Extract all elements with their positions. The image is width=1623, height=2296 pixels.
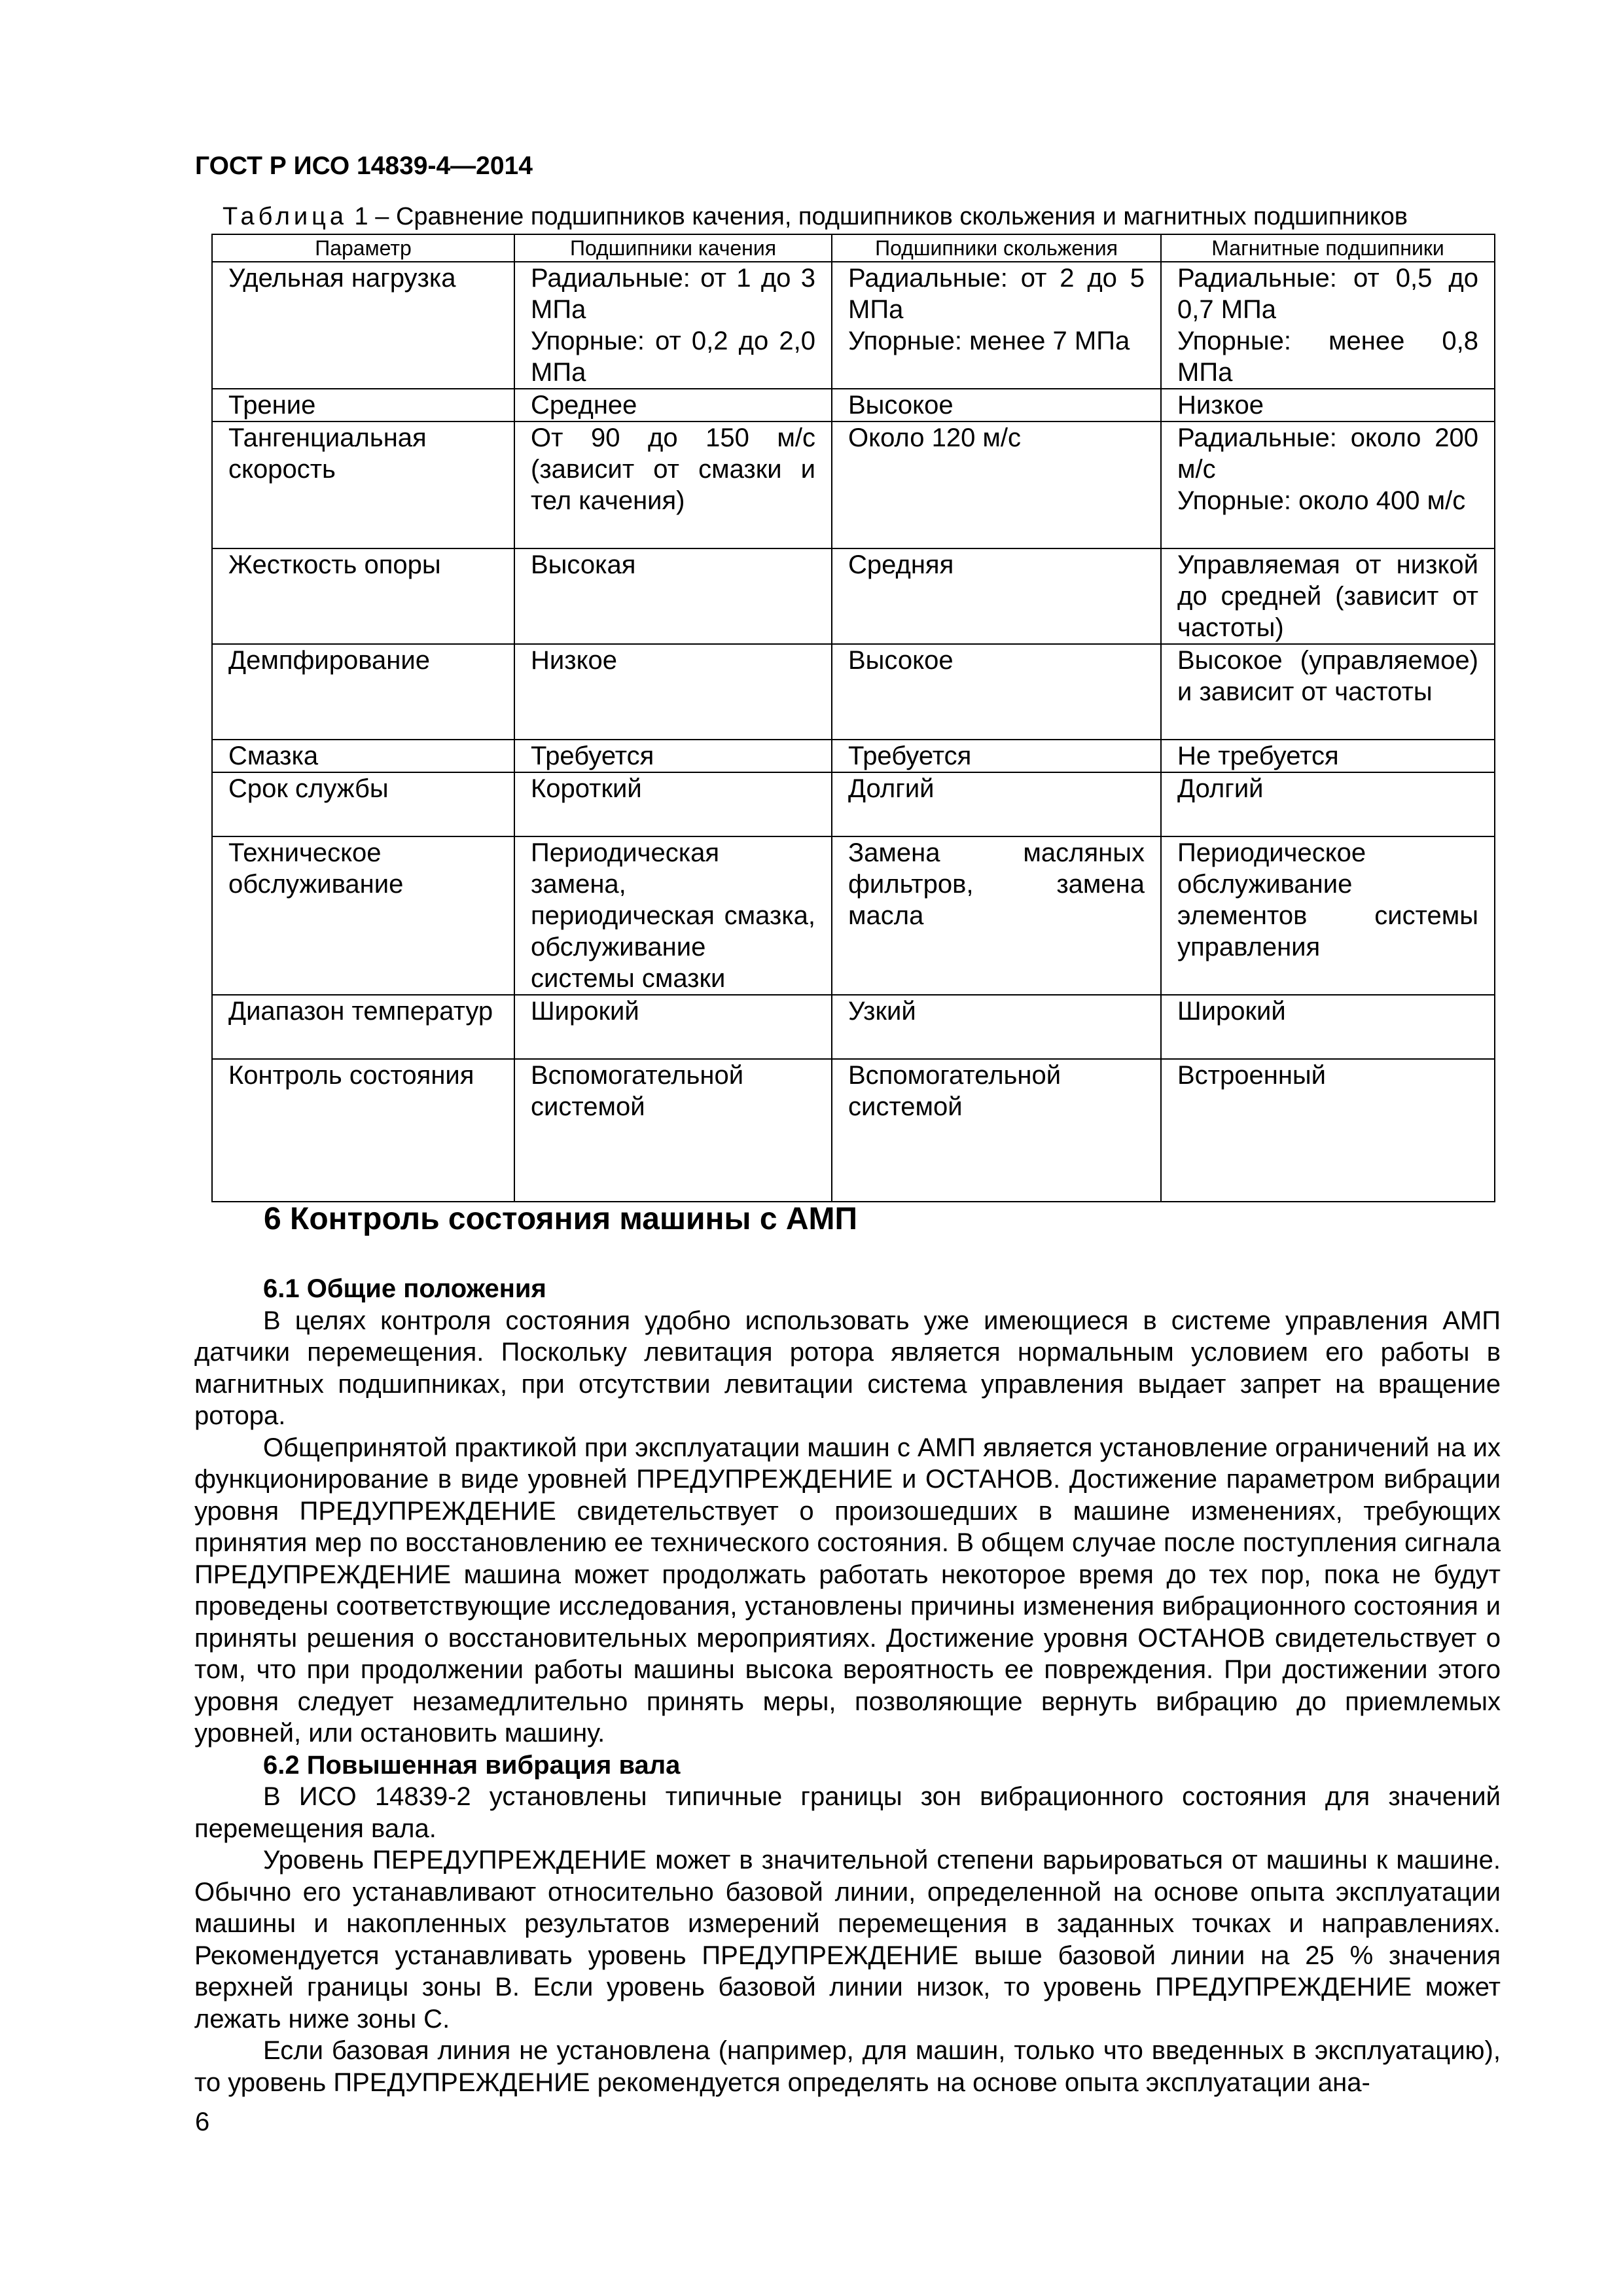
table-row: [212, 740, 1495, 772]
document-code-header: ГОСТ Р ИСО 14839-4—2014: [195, 152, 533, 180]
param-cell: Жесткость опоры: [212, 548, 514, 644]
rolling-cell: Короткий: [514, 772, 832, 836]
paragraph: В ИСО 14839-2 установлены типичные границы зон вибрационного состояния для значений перемещения вала.: [194, 1782, 1501, 1843]
sliding-cell: Узкий: [832, 995, 1161, 1059]
rolling-cell: От 90 до 150 м/с (зависит от смазки и тел качения): [514, 422, 832, 548]
sliding-cell: Высокое: [832, 389, 1161, 422]
rolling-cell: Среднее: [514, 389, 832, 422]
param-cell: Смазка: [212, 740, 514, 772]
magnetic-cell: [1161, 422, 1495, 548]
table-row: [212, 1059, 1495, 1202]
paragraph: Уровень ПЕРЕДУПРЕЖДЕНИЕ может в значительной степени варьироваться от машины к машине. Обычно его устанавливают относительно базовой линии, определенной на основе опыта эксплуатации машины и накопленных результатов измерений перемещения в заданных точках и направлениях. Рекомендуется устанавливать уровень ПРЕДУПРЕЖДЕНИЕ выше базовой линии на 25 % значения верхней границы зоны В. Если уровень базовой линии низок, то уровень ПРЕДУПРЕЖДЕНИЕ может лежать ниже зоны С.: [194, 1846, 1501, 2034]
table-row: [212, 262, 1495, 389]
param-cell: Диапазон температур: [212, 995, 514, 1059]
table-caption: [223, 203, 1408, 231]
cell-line: Упорные: около 400 м/с: [1177, 486, 1466, 515]
magnetic-cell: Низкое: [1161, 389, 1495, 422]
table-row: [212, 836, 1495, 995]
magnetic-cell: Широкий: [1161, 995, 1495, 1059]
cell-line: Радиальные: от 2 до 5 МПа: [848, 264, 1145, 324]
subsection-heading: 6.2 Повышенная вибрация вала: [263, 1750, 681, 1780]
paragraph: В целях контроля состояния удобно использовать уже имеющиеся в системе управления АМП датчики перемещения. Поскольку левитация ротора является нормальным условием его работы в магнитных подшипниках, при отсутствии левитации система управления выдает запрет на вращение ротора.: [194, 1306, 1501, 1430]
magnetic-cell: Долгий: [1161, 772, 1495, 836]
section-body: [194, 1273, 1501, 2098]
rolling-cell: Вспомогательной системой: [514, 1059, 832, 1202]
param-cell: Контроль состояния: [212, 1059, 514, 1202]
rolling-cell: [514, 262, 832, 389]
param-cell: Удельная нагрузка: [212, 262, 514, 389]
table-caption-text: 1 – Сравнение подшипников качения, подшипников скольжения и магнитных подшипников: [348, 203, 1408, 230]
param-cell: Техническое обслуживание: [212, 836, 514, 995]
sliding-cell: Требуется: [832, 740, 1161, 772]
rolling-cell: Низкое: [514, 644, 832, 740]
cell-line: Радиальные: от 1 до 3 МПа: [531, 264, 815, 324]
rolling-cell: Высокая: [514, 548, 832, 644]
paragraph: Общепринятой практикой при эксплуатации машин с АМП является установление ограничений на их функционирование в виде уровней ПРЕДУПРЕЖДЕНИЕ и ОСТАНОВ. Достижение параметром вибрации уровня ПРЕДУПРЕЖДЕНИЕ свидетельствует о произошедших в машине изменениях, требующих принятия мер по восстановлению ее технического состояния. В общем случае после поступления сигнала ПРЕДУПРЕЖДЕНИЕ машина может продолжать работать некоторое время до тех пор, пока не будут проведены соответствующие исследования, установлены причины изменения вибрационного состояния и приняты решения о восстановительных мероприятиях. Достижение уровня ОСТАНОВ свидетельствует о том, что при продолжении работы машины высока вероятность ее повреждения. При достижении этого уровня следует незамедлительно принять меры, позволяющие вернуть вибрацию до приемлемых уровней, или остановить машину.: [194, 1433, 1501, 1748]
rolling-cell: Требуется: [514, 740, 832, 772]
param-cell: Срок службы: [212, 772, 514, 836]
comparison-table: [211, 234, 1495, 1202]
sliding-cell: Около 120 м/с: [832, 422, 1161, 548]
column-header-magnetic: Магнитные подшипники: [1161, 234, 1495, 262]
cell-line: Радиальные: от 0,5 до 0,7 МПа: [1177, 264, 1478, 324]
table-row: [212, 644, 1495, 740]
table-header-row: [212, 234, 1495, 262]
sliding-cell: Высокое: [832, 644, 1161, 740]
param-cell: Трение: [212, 389, 514, 422]
magnetic-cell: Не требуется: [1161, 740, 1495, 772]
subsection-heading: 6.1 Общие положения: [263, 1274, 546, 1303]
magnetic-cell: Высокое (управляемое) и зависит от частоты: [1161, 644, 1495, 740]
sliding-cell: Средняя: [832, 548, 1161, 644]
param-cell: Демпфирование: [212, 644, 514, 740]
column-header-sliding: Подшипники скольжения: [832, 234, 1161, 262]
rolling-cell: Периодическая замена, периодическая смазка, обслуживание системы смазки: [514, 836, 832, 995]
section-title: 6 Контроль состояния машины с АМП: [264, 1202, 858, 1236]
page-number: 6: [195, 2108, 210, 2136]
paragraph: Если базовая линия не установлена (например, для машин, только что введенных в эксплуатацию), то уровень ПРЕДУПРЕЖДЕНИЕ рекомендуется определять на основе опыта эксплуатации ана-: [194, 2036, 1501, 2097]
rolling-cell: Широкий: [514, 995, 832, 1059]
table-row: [212, 389, 1495, 422]
cell-line: Упорные: от 0,2 до 2,0 МПа: [531, 327, 815, 387]
sliding-cell: Долгий: [832, 772, 1161, 836]
sliding-cell: Вспомогательной системой: [832, 1059, 1161, 1202]
cell-line: Радиальные: около 200 м/с: [1177, 423, 1478, 484]
table-row: [212, 422, 1495, 548]
column-header-rolling: Подшипники качения: [514, 234, 832, 262]
table-row: [212, 548, 1495, 644]
table-row: [212, 995, 1495, 1059]
magnetic-cell: Встроенный: [1161, 1059, 1495, 1202]
magnetic-cell: Периодическое обслуживание элементов системы управления: [1161, 836, 1495, 995]
magnetic-cell: Управляемая от низкой до средней (зависит от частоты): [1161, 548, 1495, 644]
sliding-cell: Замена масляных фильтров, замена масла: [832, 836, 1161, 995]
cell-line: Упорные: менее 0,8 МПа: [1177, 327, 1478, 387]
table-caption-word: Таблица: [223, 203, 348, 230]
table-row: [212, 772, 1495, 836]
column-header-parameter: Параметр: [212, 234, 514, 262]
param-cell: Тангенциальная скорость: [212, 422, 514, 548]
sliding-cell: [832, 262, 1161, 389]
cell-line: Упорные: менее 7 МПа: [848, 327, 1130, 355]
magnetic-cell: [1161, 262, 1495, 389]
